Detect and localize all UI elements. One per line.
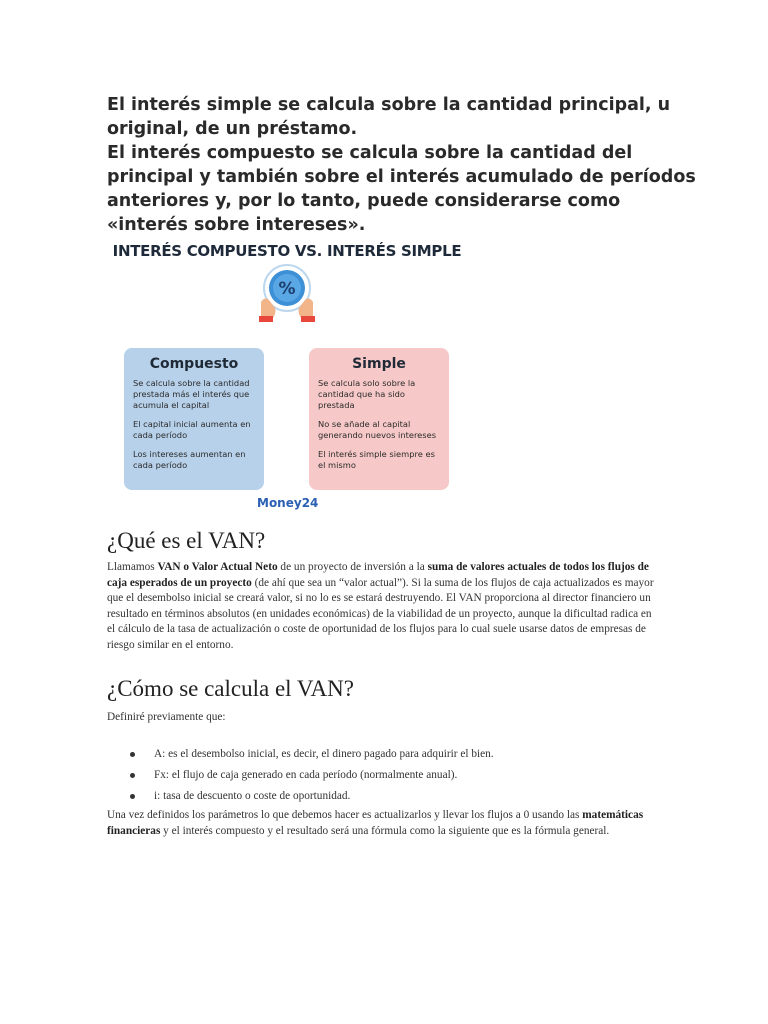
- calc-heading: ¿Cómo se calcula el VAN?: [107, 676, 354, 701]
- intro-text: [107, 93, 707, 237]
- text-segment: de un proyecto de inversión a la: [277, 561, 428, 573]
- text-segment: Llamamos: [107, 561, 158, 573]
- brand-logo: Money24: [257, 496, 319, 510]
- text-segment: (de ahí que sea un “valor actual”). Si la suma de los flujos de caja actualizados es mayor que el desembolso inicial se creará valor, si no lo es se estará destruyendo. El VAN proporciona al director financiero un resultado en términos absolutos (en unidades económicas) de la viabilidad de un proyecto, aunque la dificultad radica en el cálculo de la tasa de actualización o coste de oportunidad de los flujos para lo cual suele usarse datos de empresas de riesgo similar en el entorno.: [107, 576, 654, 651]
- calc-intro: Definiré previamente que:: [107, 711, 226, 723]
- list-item: [130, 747, 494, 768]
- simple-item: Se calcula solo sobre la cantidad que ha sido prestada: [318, 378, 416, 410]
- list-item-text: A: es el desembolso inicial, es decir, el dinero pagado para adquirir el bien.: [154, 748, 494, 760]
- bullet-icon: [130, 794, 135, 799]
- interest-infographic: [107, 236, 467, 514]
- bullet-icon: [130, 773, 135, 778]
- compuesto-card: [124, 348, 264, 490]
- simple-interest-definition: El interés simple se calcula sobre la cantidad principal, u original, de un préstamo.: [107, 95, 671, 139]
- infographic-title: INTERÉS COMPUESTO VS. INTERÉS SIMPLE: [112, 242, 462, 260]
- compuesto-item: Los intereses aumentan en cada período: [133, 449, 246, 470]
- simple-item: El interés simple siempre es el mismo: [318, 449, 435, 470]
- bold-term: suma de valores actuales de todos los flujos de caja esperados de un proyecto: [107, 561, 649, 589]
- bold-term: VAN o Valor Actual Neto: [157, 561, 278, 573]
- van-heading: ¿Qué es el VAN?: [107, 528, 266, 553]
- svg-text:%: %: [278, 279, 296, 299]
- compound-interest-definition: El interés compuesto se calcula sobre la cantidad del principal y también sobre el interés acumulado de períodos anteriores y, por lo tanto, puede considerarse como «interés sobre intereses».: [107, 143, 696, 235]
- compuesto-item: El capital inicial aumenta en cada período: [133, 419, 251, 440]
- van-paragraph: [107, 560, 655, 653]
- list-item: [130, 768, 494, 789]
- list-item-text: Fx: el flujo de caja generado en cada período (normalmente anual).: [154, 769, 458, 781]
- simple-card: [309, 348, 449, 490]
- list-item: [130, 789, 494, 810]
- calc-paragraph: [107, 808, 655, 839]
- text-segment: Una vez definidos los parámetros lo que debemos hacer es actualizarlos y llevar los flujos a 0 usando las: [107, 809, 583, 821]
- text-segment: y el interés compuesto y el resultado será una fórmula como la siguiente que es la fórmula general.: [160, 824, 610, 837]
- parameter-list: [130, 747, 494, 810]
- compuesto-heading: Compuesto: [149, 356, 239, 372]
- compuesto-item: Se calcula sobre la cantidad prestada más el interés que acumula el capital: [133, 378, 250, 410]
- percent-coin-hands-icon: [257, 264, 317, 324]
- simple-item: No se añade al capital generando nuevos intereses: [318, 419, 437, 440]
- simple-heading: Simple: [352, 356, 406, 372]
- bullet-icon: [130, 752, 135, 757]
- bold-term: matemáticas financieras: [107, 809, 644, 837]
- list-item-text: i: tasa de descuento o coste de oportunidad.: [154, 790, 351, 802]
